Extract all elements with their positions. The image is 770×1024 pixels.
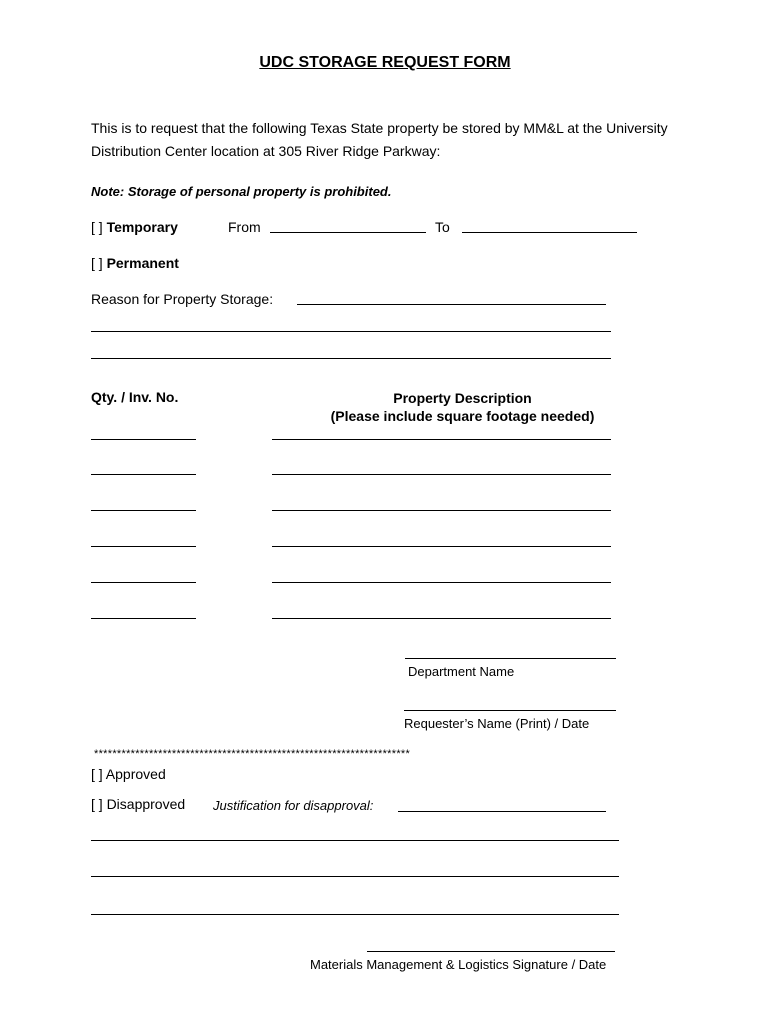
justification-field-3[interactable] bbox=[91, 876, 619, 877]
note-text: Note: Storage of personal property is prohibited. bbox=[91, 184, 392, 199]
property-description-header bbox=[300, 389, 625, 425]
desc-header-line2: (Please include square footage needed) bbox=[330, 408, 595, 424]
department-name-field[interactable] bbox=[405, 658, 616, 659]
permanent-option[interactable] bbox=[91, 255, 179, 271]
description-field[interactable] bbox=[272, 546, 611, 547]
qty-field[interactable] bbox=[91, 474, 196, 475]
description-field[interactable] bbox=[272, 439, 611, 440]
to-date-field[interactable] bbox=[462, 232, 637, 233]
description-field[interactable] bbox=[272, 618, 611, 619]
description-field[interactable] bbox=[272, 582, 611, 583]
disapproved-option[interactable] bbox=[91, 796, 185, 812]
disapproved-label: Disapproved bbox=[106, 796, 186, 812]
qty-field[interactable] bbox=[91, 546, 196, 547]
reason-field-3[interactable] bbox=[91, 358, 611, 359]
qty-field[interactable] bbox=[91, 439, 196, 440]
disapproved-checkbox[interactable]: [ ] bbox=[91, 796, 103, 812]
justification-field-1[interactable] bbox=[398, 811, 606, 812]
reason-field-1[interactable] bbox=[297, 304, 606, 305]
mml-signature-field[interactable] bbox=[367, 951, 615, 952]
approved-label: Approved bbox=[105, 766, 166, 782]
department-name-label: Department Name bbox=[408, 664, 515, 679]
permanent-checkbox[interactable]: [ ] bbox=[91, 255, 103, 271]
qty-field[interactable] bbox=[91, 618, 196, 619]
justification-label: Justification for disapproval: bbox=[213, 798, 374, 813]
temporary-option[interactable] bbox=[91, 219, 178, 235]
qty-inv-header: Qty. / Inv. No. bbox=[91, 389, 179, 405]
from-date-field[interactable] bbox=[270, 232, 426, 233]
temporary-checkbox[interactable]: [ ] bbox=[91, 219, 103, 235]
intro-paragraph: This is to request that the following Texas State property be stored by MM&L at the University Distribution Center location at 305 River Ridge Parkway: bbox=[91, 120, 668, 159]
description-field[interactable] bbox=[272, 474, 611, 475]
approved-checkbox[interactable]: [ ] bbox=[91, 766, 103, 782]
reason-label: Reason for Property Storage: bbox=[91, 291, 274, 307]
mml-signature-label: Materials Management & Logistics Signature / Date bbox=[310, 957, 607, 972]
reason-field-2[interactable] bbox=[91, 331, 611, 332]
requester-name-field[interactable] bbox=[404, 710, 616, 711]
description-field[interactable] bbox=[272, 510, 611, 511]
permanent-label: Permanent bbox=[106, 255, 179, 271]
from-label: From bbox=[228, 219, 261, 235]
qty-field[interactable] bbox=[91, 582, 196, 583]
form-title: UDC STORAGE REQUEST FORM bbox=[259, 54, 511, 71]
section-separator: ********************************************************************* bbox=[94, 748, 411, 760]
to-label: To bbox=[435, 219, 450, 235]
approved-option[interactable] bbox=[91, 766, 166, 782]
qty-field[interactable] bbox=[91, 510, 196, 511]
desc-header-line1: Property Description bbox=[393, 390, 532, 406]
requester-name-label: Requester’s Name (Print) / Date bbox=[404, 716, 590, 731]
justification-field-2[interactable] bbox=[91, 840, 619, 841]
temporary-label: Temporary bbox=[106, 219, 178, 235]
justification-field-4[interactable] bbox=[91, 914, 619, 915]
